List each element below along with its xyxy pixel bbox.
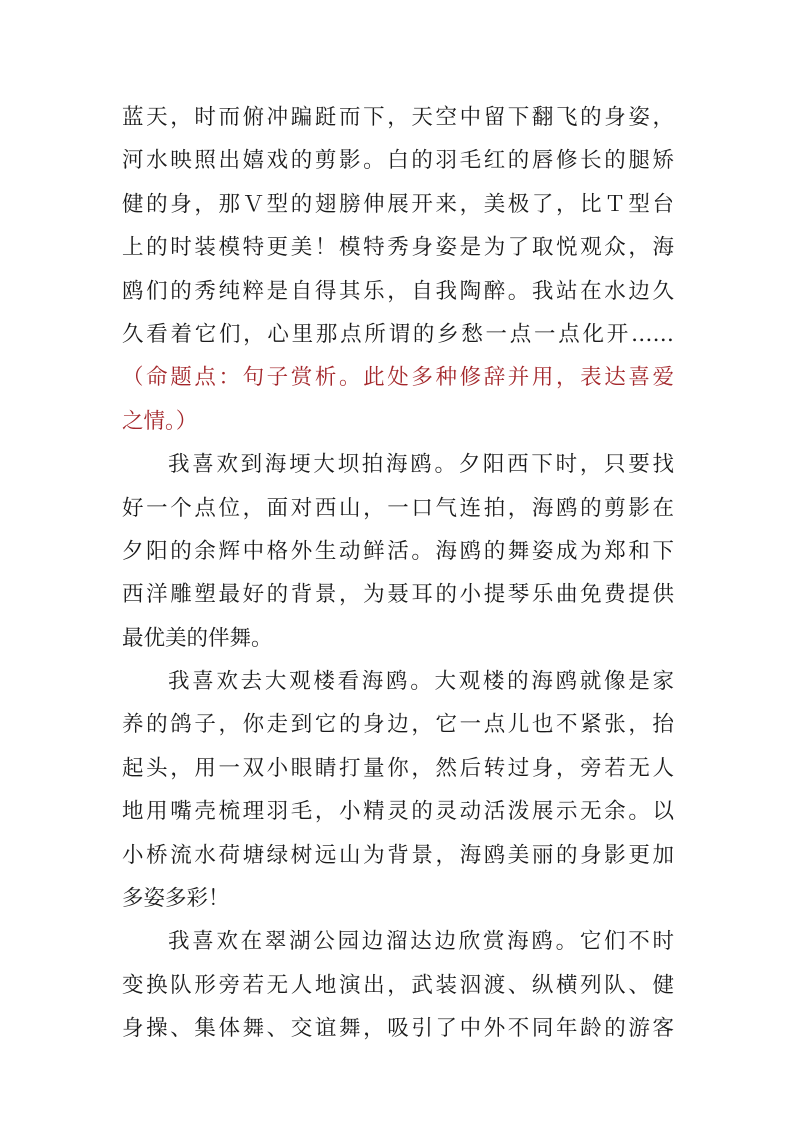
text-line: 我喜欢去大观楼看海鸥。大观楼的海鸥就像是家	[168, 669, 674, 695]
text-line: 我喜欢到海埂大坝拍海鸥。夕阳西下时，只要找	[168, 452, 674, 478]
text-line: 健的身，那Ｖ型的翅膀伸展开来，美极了，比Ｔ型台	[122, 191, 674, 217]
paragraph-continued	[122, 96, 674, 356]
text-line: 变换队形旁若无人地演出，武装泅渡、纵横列队、健	[122, 972, 674, 998]
paragraph-haigeng	[122, 443, 674, 660]
text-line: 西洋雕塑最好的背景，为聂耳的小提琴乐曲免费提供	[122, 582, 674, 608]
text-line: 地用嘴壳梳理羽毛，小精灵的灵动活泼展示无余。以	[122, 799, 674, 825]
text-line: 身操、集体舞、交谊舞，吸引了中外不同年龄的游客	[122, 1016, 674, 1042]
text-line: 最优美的伴舞。	[122, 625, 273, 651]
text-line: 多姿多彩！	[122, 886, 230, 912]
text-line: 鸥们的秀纯粹是自得其乐，自我陶醉。我站在水边久	[122, 278, 674, 304]
article-body	[122, 96, 674, 1051]
text-line: 养的鸽子，你走到它的身边，它一点儿也不紧张，抬	[122, 712, 674, 738]
text-line: 小桥流水荷塘绿树远山为背景，海鸥美丽的身影更加	[122, 842, 674, 868]
text-line: 河水映照出嬉戏的剪影。白的羽毛红的唇修长的腿矫	[122, 148, 674, 174]
annotation-line: （命题点：句子赏析。此处多种修辞并用，表达喜爱	[122, 365, 674, 391]
annotation-note	[122, 356, 674, 443]
text-line: 夕阳的余辉中格外生动鲜活。海鸥的舞姿成为郑和下	[122, 538, 674, 564]
text-line: 好一个点位，面对西山，一口气连拍，海鸥的剪影在	[122, 495, 674, 521]
text-line: 起头，用一双小眼睛打量你，然后转过身，旁若无人	[122, 755, 674, 781]
text-line: 蓝天，时而俯冲蹁跹而下，天空中留下翻飞的身姿，	[122, 105, 674, 130]
paragraph-daguanlou	[122, 660, 674, 920]
text-line: 久看着它们，心里那点所谓的乡愁一点一点化开……	[122, 321, 674, 347]
annotation-line: 之情。）	[122, 408, 198, 434]
text-line: 我喜欢在翠湖公园边溜达边欣赏海鸥。它们不时	[168, 929, 674, 955]
paragraph-cuihu	[122, 920, 674, 1050]
text-line: 上的时装模特更美！模特秀身姿是为了取悦观众，海	[122, 235, 674, 261]
